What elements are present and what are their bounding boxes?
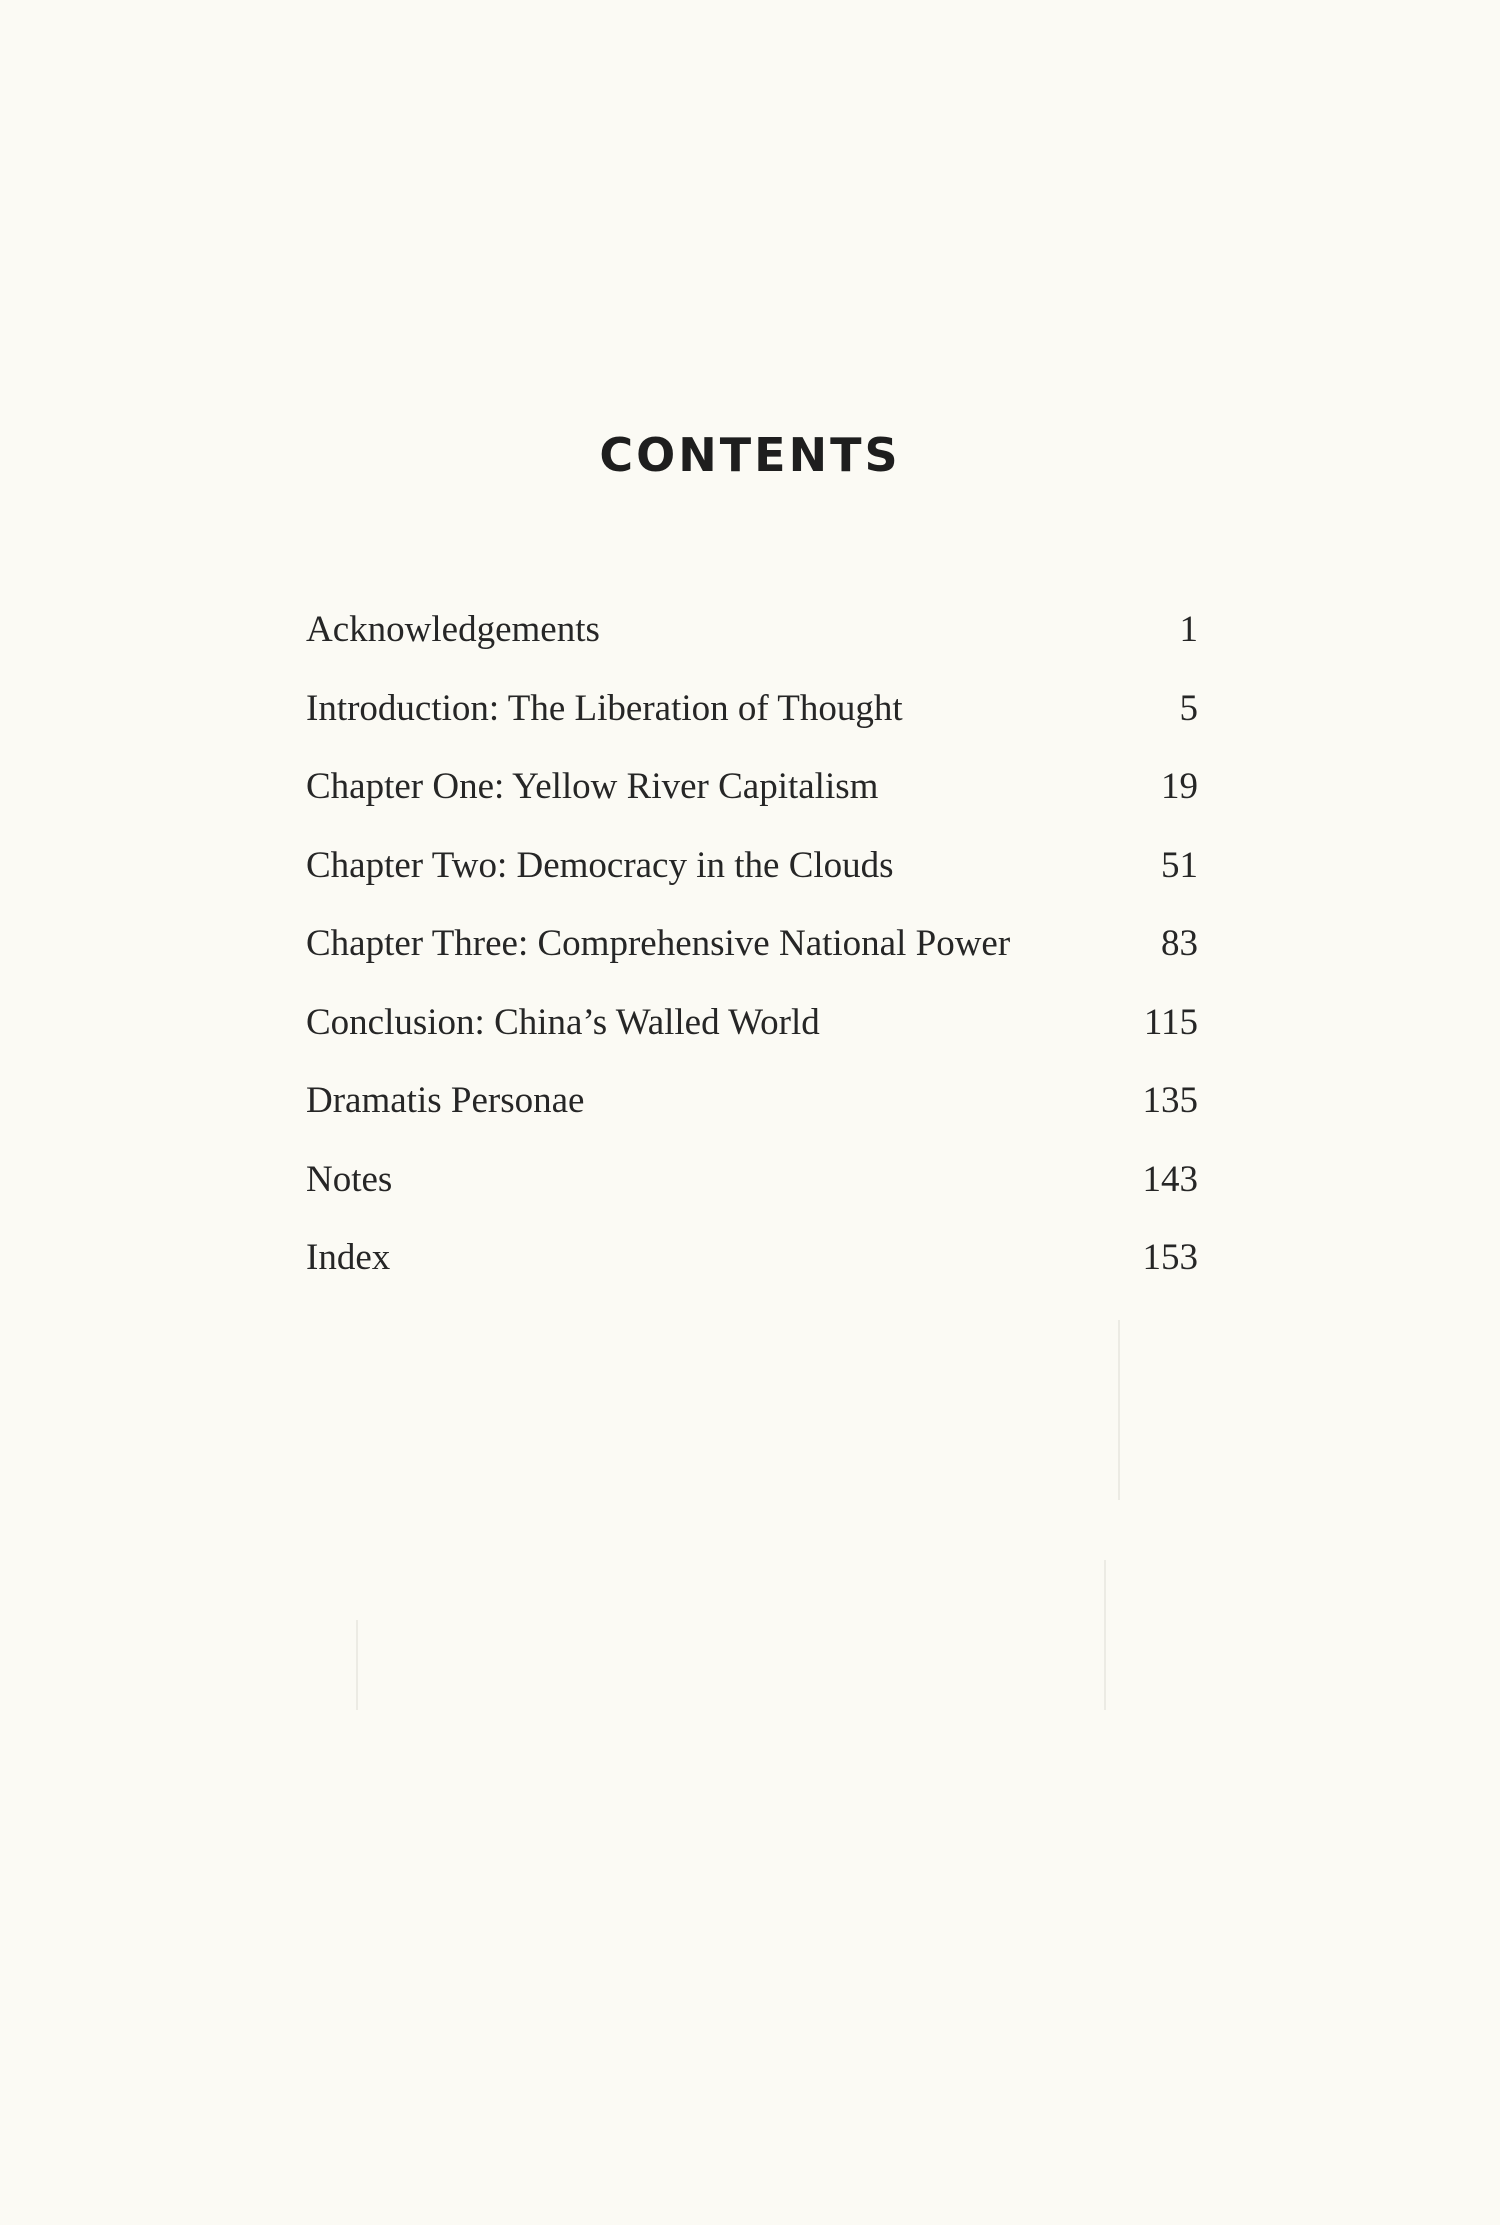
toc-entry-label: Chapter Three: Comprehensive National Power [306, 923, 1011, 964]
scan-artifact [1118, 1320, 1120, 1500]
toc-entry[interactable] [306, 604, 1198, 683]
toc-entry-label: Acknowledgements [306, 609, 600, 650]
toc-entry-page-number: 1 [1179, 609, 1198, 650]
toc-entry-label: Conclusion: China’s Walled World [306, 1001, 820, 1043]
toc-entry[interactable] [306, 1232, 1198, 1311]
toc-entry-page-number: 5 [1179, 687, 1198, 729]
page-title: CONTENTS [599, 428, 901, 482]
toc-entry[interactable] [306, 761, 1198, 840]
toc-entry[interactable] [306, 997, 1198, 1076]
toc-entry-label: Introduction: The Liberation of Thought [306, 687, 903, 729]
toc-entry-page-number: 19 [1161, 766, 1198, 807]
toc-entry[interactable] [306, 1154, 1198, 1233]
toc-entry-label: Dramatis Personae [306, 1080, 585, 1121]
toc-entry[interactable] [306, 918, 1198, 997]
scan-artifact [356, 1620, 358, 1710]
toc-entry-label: Index [306, 1237, 391, 1278]
toc-entry-page-number: 153 [1142, 1237, 1198, 1278]
toc-entry-page-number: 83 [1161, 923, 1198, 964]
scan-artifact [1104, 1560, 1106, 1710]
toc-entry-page-number: 135 [1142, 1080, 1198, 1121]
toc-entry[interactable] [306, 1075, 1198, 1154]
toc-entry-page-number: 143 [1142, 1158, 1198, 1200]
toc-entry[interactable] [306, 840, 1198, 919]
toc-entry-page-number: 51 [1161, 844, 1198, 886]
toc-entry-label: Chapter Two: Democracy in the Clouds [306, 844, 894, 886]
toc-entry-label: Chapter One: Yellow River Capitalism [306, 766, 879, 807]
toc-entry-label: Notes [306, 1158, 393, 1200]
table-of-contents [306, 604, 1198, 1311]
toc-entry[interactable] [306, 683, 1198, 762]
toc-entry-page-number: 115 [1143, 1001, 1198, 1043]
